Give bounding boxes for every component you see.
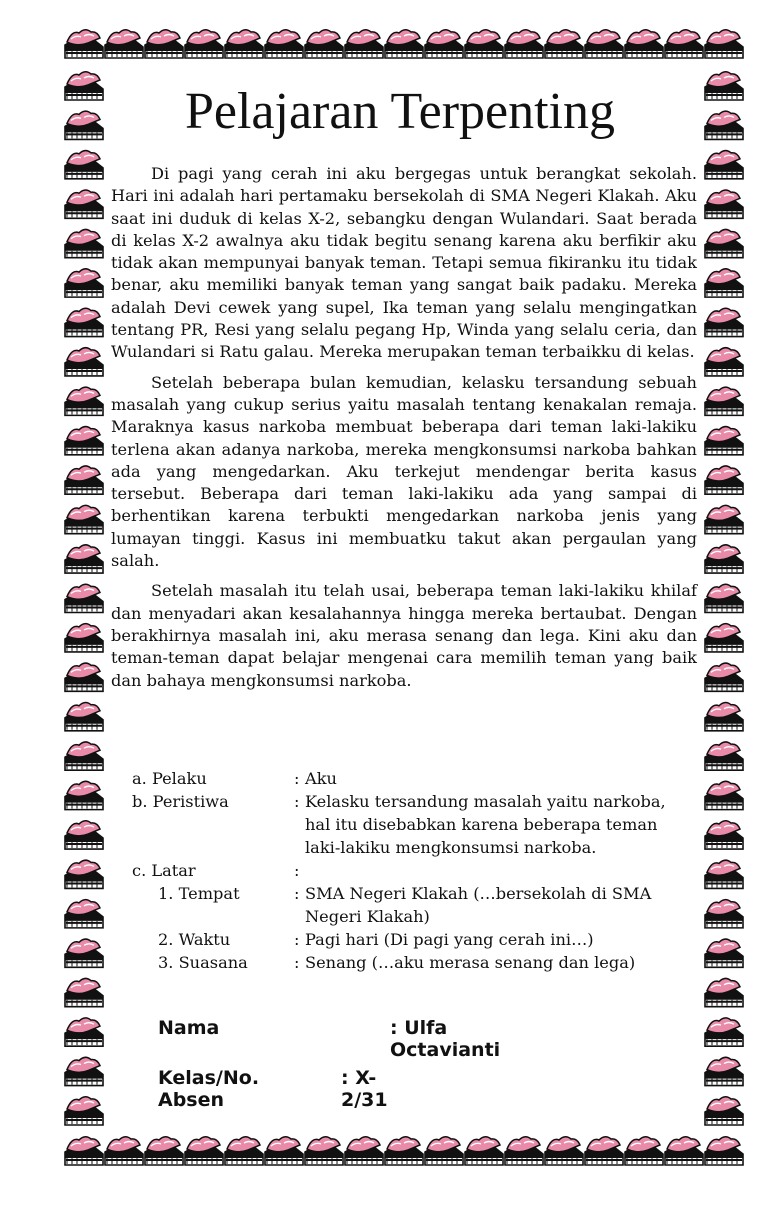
paragraph-1: Di pagi yang cerah ini aku bergegas untuk berangkat sekolah. Hari ini adalah hari pertamaku bersekolah di SMA Negeri Klakah. Aku saat ini duduk di kelas X-2, sebangku dengan Wulandari. Saat berada di kelas X-2 awalnya aku tidak begitu senang karena aku berfikir aku tidak akan mempunyai banyak teman. Tetapi semua fikiranku itu tidak benar, aku memiliki banyak teman yang sangat baik padaku. Mereka adalah Devi cewek yang supel, Ika teman yang selalu mengingatkan tentang PR, Resi yang selalu pegang Hp, Winda yang selalu ceria, dan Wulandari si Ratu galau. Mereka merupakan teman terbaikku di kelas.	[111, 164, 697, 362]
cake-slice-icon	[65, 860, 103, 888]
cake-slice-icon	[705, 30, 743, 58]
element-tempat	[132, 882, 685, 928]
cake-slice-icon	[545, 1137, 583, 1165]
cake-slice-icon	[65, 30, 103, 58]
cake-slice-icon	[345, 1137, 383, 1165]
cake-slice-icon	[65, 939, 103, 967]
cake-slice-icon	[705, 72, 743, 100]
label-waktu: 2. Waktu	[158, 930, 231, 949]
cake-slice-icon	[65, 348, 103, 376]
label-tempat: 1. Tempat	[158, 884, 240, 903]
element-waktu	[132, 928, 685, 951]
cake-slice-icon	[65, 466, 103, 494]
cake-slice-icon	[65, 900, 103, 928]
cake-slice-icon	[705, 190, 743, 218]
value-pelaku: Aku	[305, 769, 337, 788]
cake-slice-icon	[65, 505, 103, 533]
story-body	[111, 163, 697, 700]
cake-slice-icon	[65, 978, 103, 1006]
cake-slice-icon	[705, 545, 743, 573]
cake-slice-icon	[305, 30, 343, 58]
cake-slice-icon	[65, 151, 103, 179]
cake-slice-icon	[705, 1057, 743, 1085]
cake-slice-icon	[65, 72, 103, 100]
cake-slice-icon	[705, 821, 743, 849]
cake-slice-icon	[385, 1137, 423, 1165]
cake-slice-icon	[65, 229, 103, 257]
label-peristiwa: b. Peristiwa	[132, 792, 229, 811]
cake-slice-icon	[705, 387, 743, 415]
cake-slice-icon	[65, 427, 103, 455]
cake-slice-icon	[65, 111, 103, 139]
element-latar	[132, 859, 685, 882]
cake-slice-icon	[705, 624, 743, 652]
cake-slice-icon	[585, 30, 623, 58]
cake-slice-icon	[705, 742, 743, 770]
cake-slice-icon	[105, 1137, 143, 1165]
colon: :	[294, 861, 300, 880]
cake-slice-icon	[705, 663, 743, 691]
cake-slice-icon	[705, 900, 743, 928]
kelas-label: Kelas/No. Absen	[158, 1067, 260, 1111]
cake-slice-icon	[705, 860, 743, 888]
value-suasana: Senang (…aku merasa senang dan lega)	[305, 953, 636, 972]
cake-slice-icon	[65, 663, 103, 691]
cake-slice-icon	[705, 308, 743, 336]
paragraph-3: Setelah masalah itu telah usai, beberapa teman laki-lakiku khilaf dan menyadari akan kesalahannya hingga mereka bertaubat. Dengan berakhirnya masalah ini, aku merasa senang dan lega. Kini aku dan teman-teman dapat belajar mengenai cara memilih teman yang baik dan bahaya mengkonsumsi narkoba.	[111, 581, 697, 690]
colon: :	[294, 953, 300, 972]
element-suasana	[132, 951, 685, 974]
cake-slice-icon	[65, 190, 103, 218]
cake-slice-icon	[705, 939, 743, 967]
cake-slice-icon	[145, 30, 183, 58]
cake-slice-icon	[705, 505, 743, 533]
label-suasana: 3. Suasana	[158, 953, 248, 972]
cake-slice-icon	[65, 1097, 103, 1125]
cake-slice-icon	[505, 30, 543, 58]
cake-slice-icon	[425, 1137, 463, 1165]
cake-slice-icon	[305, 1137, 343, 1165]
paragraph-2: Setelah beberapa bulan kemudian, kelasku tersandung sebuah masalah yang cukup serius yaitu masalah tentang kenakalan remaja. Maraknya kasus narkoba membuat beberapa dari teman laki-lakiku terlena akan adanya narkoba, mereka mengkonsumsi narkoba bahkan ada yang mengedarkan. Aku terkejut mendengar berita kasus tersebut. Beberapa dari teman laki-lakiku ada yang sampai di berhentikan karena terbukti mengedarkan narkoba jenis yang lumayan tinggi. Kasus ini membuatku takut akan pergaulan yang salah.	[111, 372, 697, 571]
cake-slice-icon	[385, 30, 423, 58]
cake-slice-icon	[705, 781, 743, 809]
story-elements-list	[132, 767, 685, 974]
cake-slice-icon	[65, 584, 103, 612]
cake-slice-icon	[625, 1137, 663, 1165]
cake-slice-icon	[65, 387, 103, 415]
cake-slice-icon	[705, 269, 743, 297]
cake-slice-icon	[625, 30, 663, 58]
cake-slice-icon	[705, 1097, 743, 1125]
nama-label: Nama	[158, 1017, 220, 1039]
cake-slice-icon	[185, 30, 223, 58]
cake-slice-icon	[705, 427, 743, 455]
cake-slice-icon	[65, 821, 103, 849]
cake-slice-icon	[65, 308, 103, 336]
cake-slice-icon	[345, 30, 383, 58]
cake-slice-icon	[225, 30, 263, 58]
element-peristiwa	[132, 790, 685, 859]
cake-slice-icon	[65, 742, 103, 770]
colon: :	[294, 769, 300, 788]
cake-slice-icon	[465, 30, 503, 58]
label-pelaku: a. Pelaku	[132, 769, 207, 788]
cake-slice-icon	[705, 229, 743, 257]
value-waktu: Pagi hari (Di pagi yang cerah ini…)	[305, 930, 594, 949]
cake-slice-icon	[705, 702, 743, 730]
cake-slice-icon	[65, 1018, 103, 1046]
cake-slice-icon	[705, 1137, 743, 1165]
label-latar: c. Latar	[132, 861, 196, 880]
cake-slice-icon	[65, 269, 103, 297]
page-title: Pelajaran Terpenting	[184, 83, 615, 140]
cake-slice-icon	[665, 30, 703, 58]
cake-slice-icon	[705, 111, 743, 139]
cake-slice-icon	[465, 1137, 503, 1165]
kelas-value: : X-2/31	[341, 1067, 388, 1111]
cake-slice-icon	[65, 1137, 103, 1165]
colon: :	[294, 792, 300, 811]
colon: :	[294, 884, 300, 903]
cake-slice-icon	[65, 624, 103, 652]
nama-value: : Ulfa Octavianti	[390, 1017, 501, 1061]
cake-slice-icon	[705, 584, 743, 612]
colon: :	[294, 930, 300, 949]
cake-slice-icon	[65, 545, 103, 573]
cake-slice-icon	[65, 702, 103, 730]
cake-slice-icon	[505, 1137, 543, 1165]
cake-slice-icon	[145, 1137, 183, 1165]
cake-slice-icon	[705, 151, 743, 179]
cake-slice-icon	[185, 1137, 223, 1165]
value-tempat: SMA Negeri Klakah (…bersekolah di SMA Negeri Klakah)	[305, 884, 652, 926]
cake-slice-icon	[545, 30, 583, 58]
cake-slice-icon	[705, 348, 743, 376]
cake-slice-icon	[65, 781, 103, 809]
cake-slice-icon	[705, 978, 743, 1006]
cake-slice-icon	[105, 30, 143, 58]
cake-slice-icon	[705, 466, 743, 494]
cake-slice-icon	[265, 1137, 303, 1165]
cake-slice-icon	[705, 1018, 743, 1046]
cake-slice-icon	[425, 30, 463, 58]
cake-slice-icon	[65, 1057, 103, 1085]
cake-slice-icon	[265, 30, 303, 58]
cake-slice-icon	[665, 1137, 703, 1165]
cake-slice-icon	[225, 1137, 263, 1165]
cake-slice-icon	[585, 1137, 623, 1165]
value-peristiwa: Kelasku tersandung masalah yaitu narkoba, hal itu disebabkan karena beberapa teman laki-lakiku mengkonsumsi narkoba.	[305, 792, 666, 857]
element-pelaku	[132, 767, 685, 790]
